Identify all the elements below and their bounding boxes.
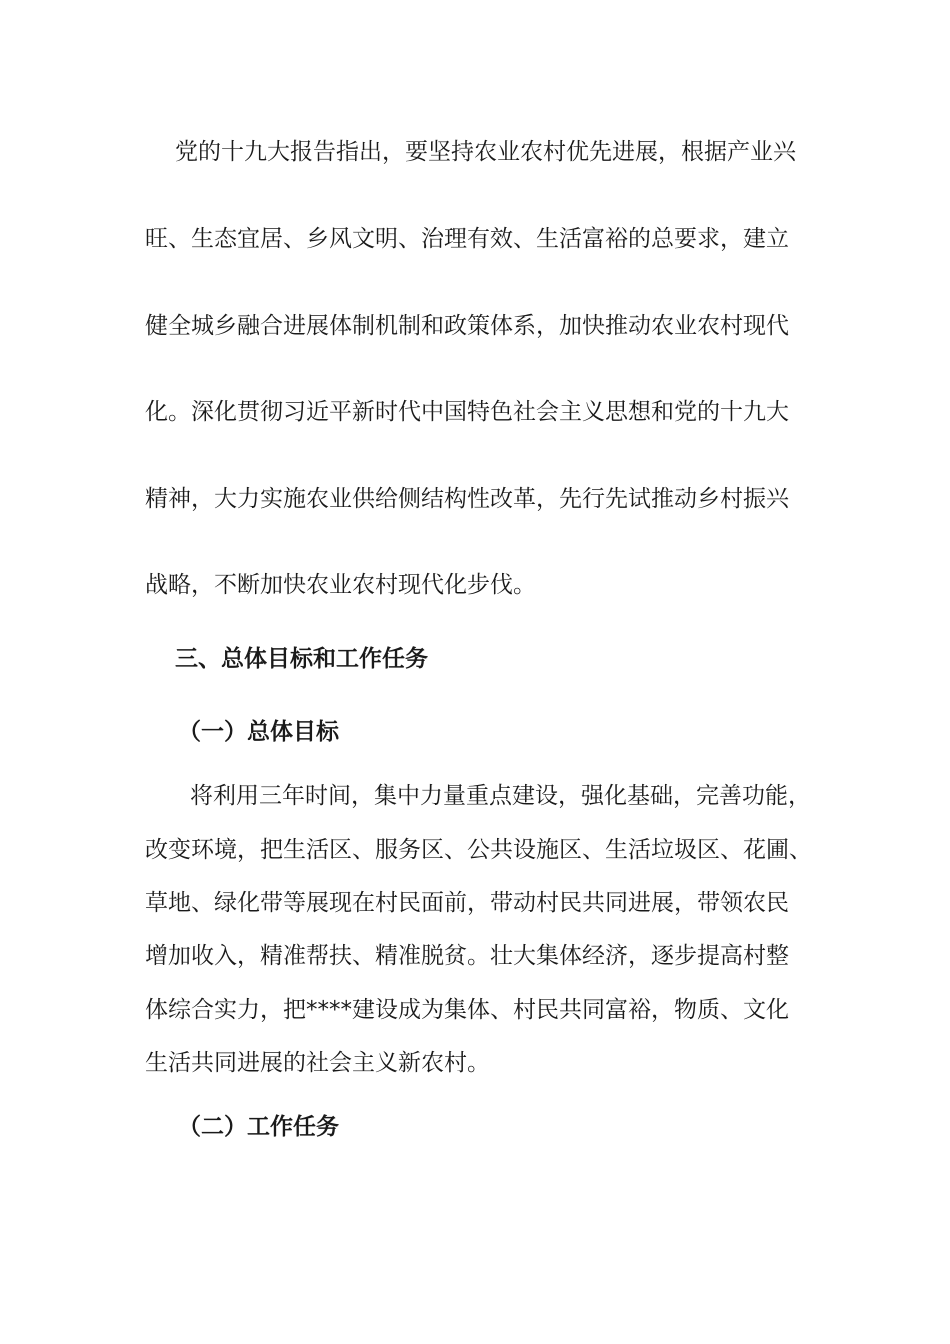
subsection-heading: （二）工作任务 — [178, 1114, 339, 1140]
paragraph-line: 精神，大力实施农业供给侧结构性改革，先行先试推动乡村振兴 — [145, 486, 789, 512]
paragraph-line: 生活共同进展的社会主义新农村。 — [145, 1050, 490, 1076]
paragraph-line: 健全城乡融合进展体制机制和政策体系，加快推动农业农村现代 — [145, 313, 789, 339]
paragraph-line: 改变环境，把生活区、服务区、公共设施区、生活垃圾区、花圃、 — [145, 837, 812, 863]
paragraph-line: 将利用三年时间，集中力量重点建设，强化基础，完善功能， — [190, 783, 811, 809]
subsection-heading: （一）总体目标 — [178, 719, 339, 745]
paragraph-line: 草地、绿化带等展现在村民面前，带动村民共同进展，带领农民 — [145, 890, 789, 916]
paragraph-line: 旺、生态宜居、乡风文明、治理有效、生活富裕的总要求，建立 — [145, 226, 789, 252]
paragraph-line: 体综合实力，把****建设成为集体、村民共同富裕，物质、文化 — [145, 997, 789, 1023]
section-heading: 三、总体目标和工作任务 — [175, 646, 428, 672]
paragraph-line: 党的十九大报告指出，要坚持农业农村优先进展，根据产业兴 — [175, 139, 796, 165]
paragraph-line: 增加收入，精准帮扶、精准脱贫。壮大集体经济，逐步提高村整 — [145, 943, 789, 969]
paragraph-line: 战略，不断加快农业农村现代化步伐。 — [145, 572, 536, 598]
paragraph-line: 化。深化贯彻习近平新时代中国特色社会主义思想和党的十九大 — [145, 399, 789, 425]
